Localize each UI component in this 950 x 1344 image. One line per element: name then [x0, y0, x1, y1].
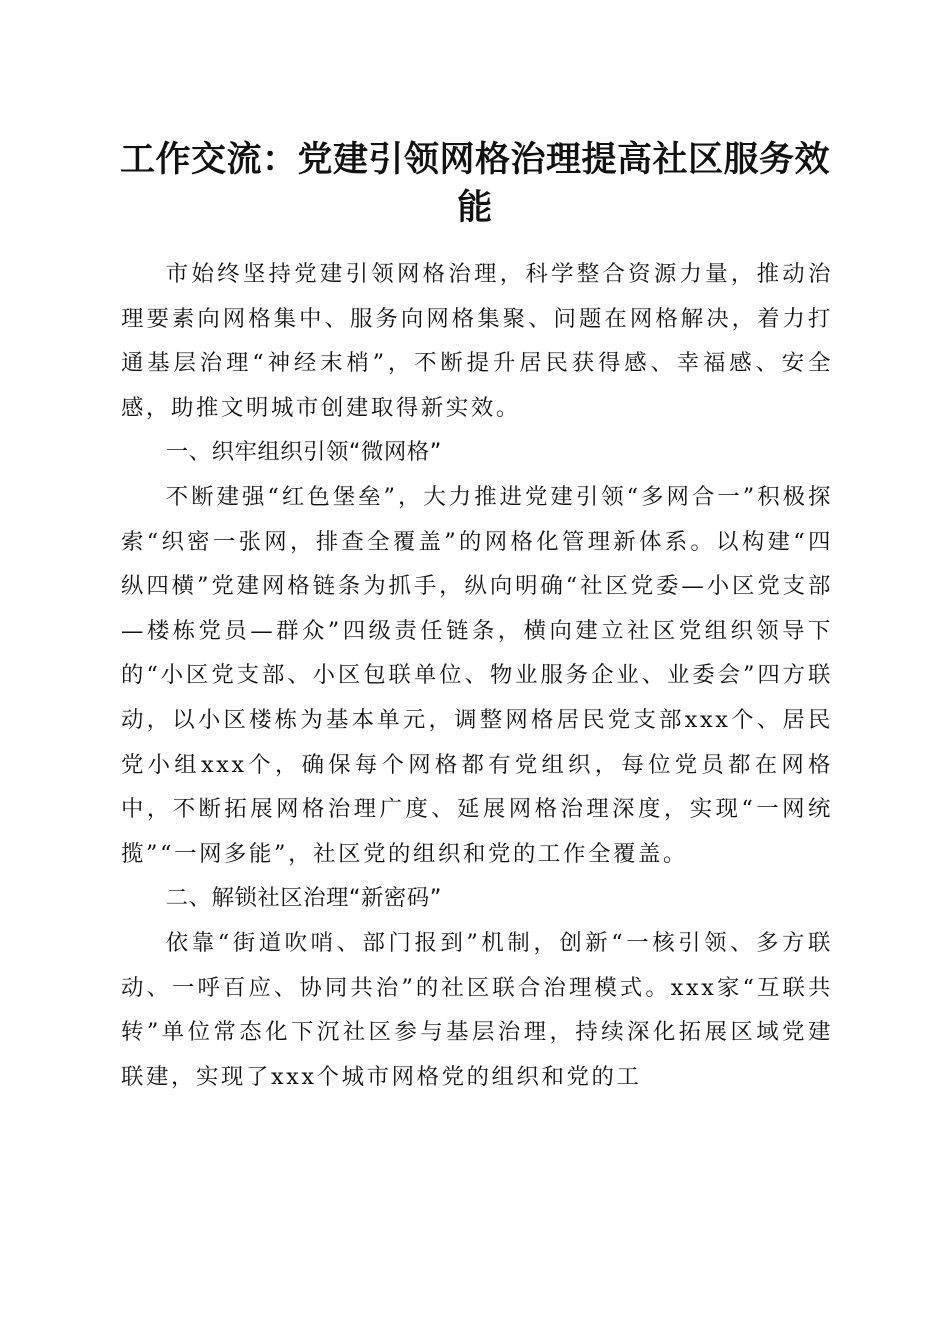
section-paragraph-2: 依靠“街道吹哨、部门报到”机制，创新“一核引领、多方联动、一呼百应、协同共治”的社区联合治理模式。xxx家“互联共转”单位常态化下沉社区参与基层治理，持续深化拓展区域党建联建，实现了xxx个城市网格党的组织和党的工 — [121, 929, 833, 1090]
section-paragraph-1: 不断建强“红色堡垒”，大力推进党建引领“多网合一”积极探索“织密一张网，排查全覆盖”的网格化管理新体系。以构建“四纵四横”党建网格链条为抓手，纵向明确“社区党委—小区党支部—楼栋党员—群众”四级责任链条，横向建立社区党组织领导下的“小区党支部、小区包联单位、物业服务企业、业委会”四方联动，以小区楼栋为基本单元，调整网格居民党支部xxx个、居民党小组xxx个，确保每个网格都有党组织，每位党员都在网格中，不断拓展网格治理广度、延展网格治理深度，实现“一网统揽”“一网多能”，社区党的组织和党的工作全覆盖。 — [121, 483, 833, 867]
section-heading-2: 二、解锁社区治理“新密码” — [165, 885, 442, 912]
document-body — [121, 252, 833, 1099]
document-title: 工作交流：党建引领网格治理提高社区服务效能 — [119, 139, 830, 228]
section-heading-1: 一、织牢组织引领“微网格” — [165, 439, 442, 466]
intro-paragraph: 市始终坚持党建引领网格治理，科学整合资源力量，推动治理要素向网格集中、服务向网格集聚、问题在网格解决，着力打通基层治理“神经末梢”，不断提升居民获得感、幸福感、安全感，助推文明城市创建取得新实效。 — [121, 261, 833, 421]
